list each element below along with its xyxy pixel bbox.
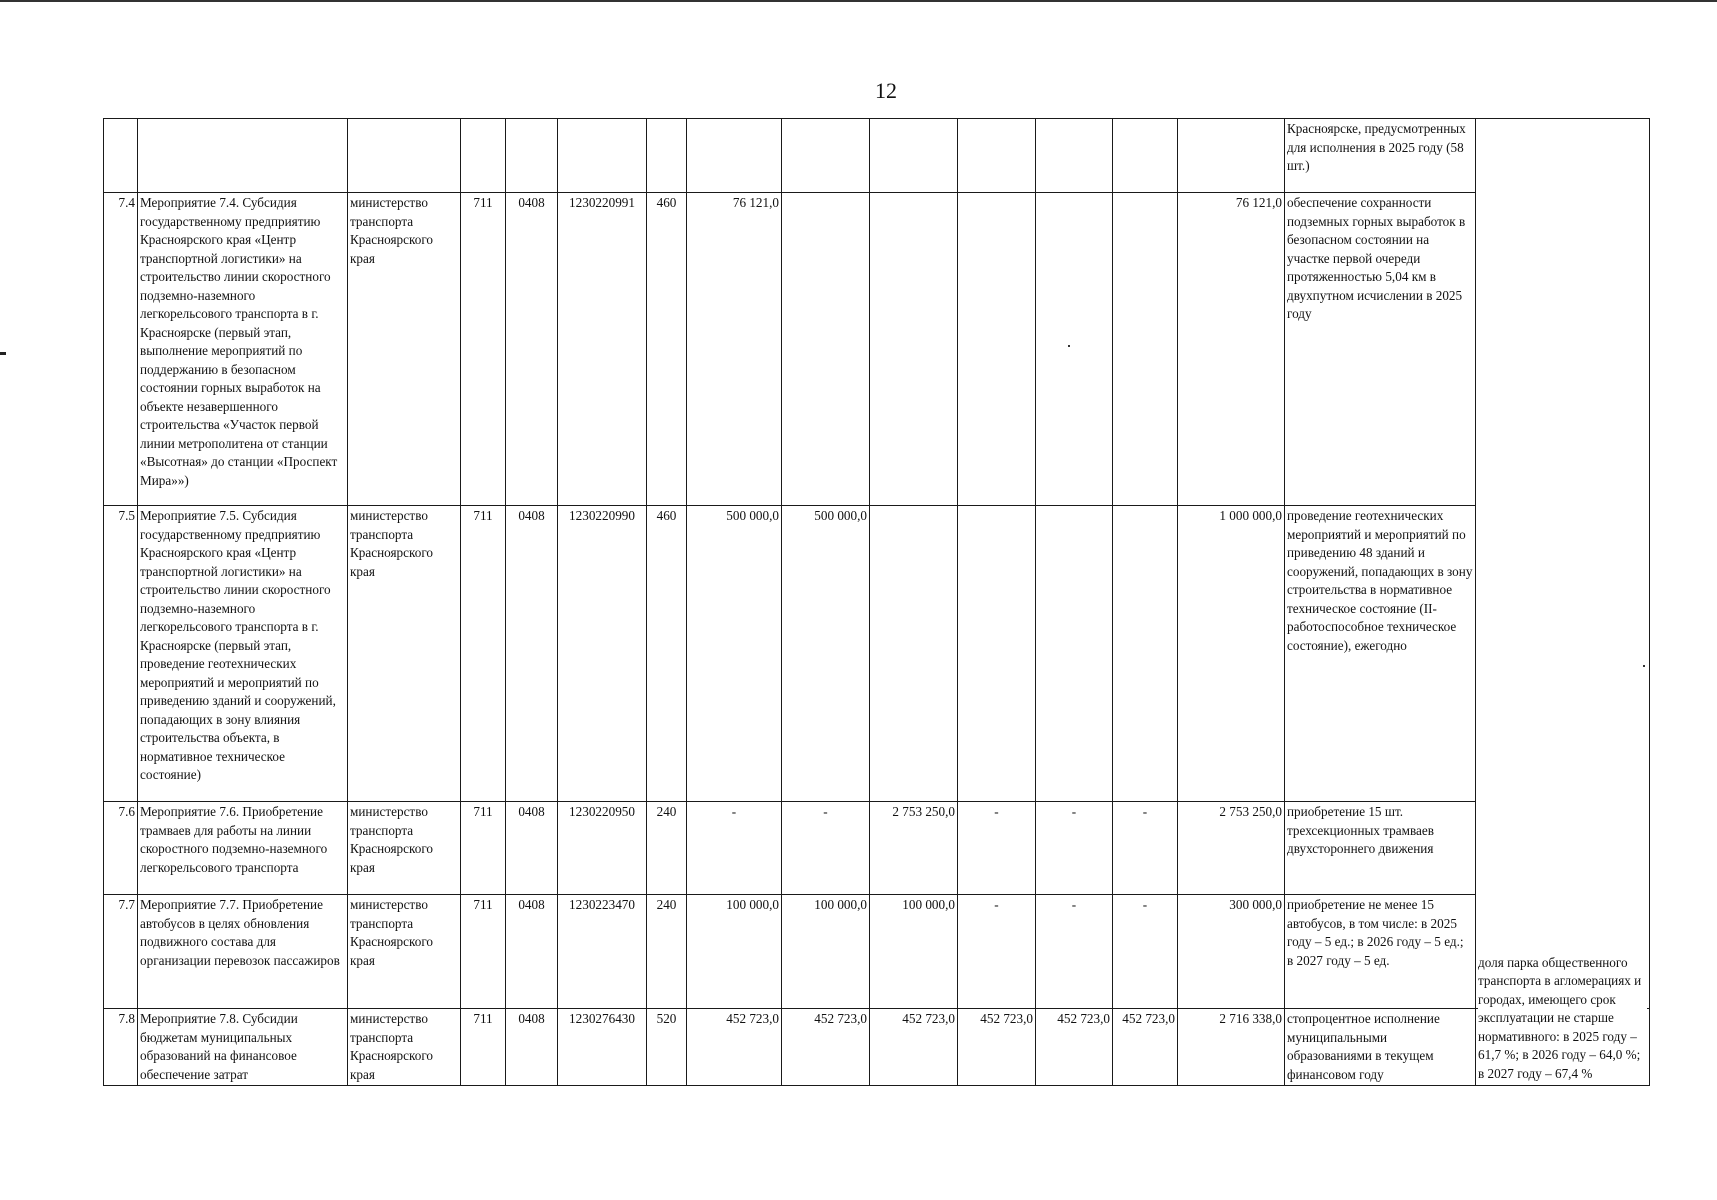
amount-2028 bbox=[958, 193, 1036, 506]
target-indicator bbox=[1476, 954, 1650, 1086]
expected-result: приобретение не менее 15 автобусов, в том числе: в 2025 году – 5 ед.; в 2026 году – 5 ед.; в 2027 году – 5 ед. bbox=[1285, 895, 1476, 1009]
measure-name bbox=[138, 119, 348, 193]
amount-2027: 100 000,0 bbox=[870, 895, 958, 1009]
scan-margin-mark bbox=[0, 352, 6, 355]
amount-2025: 100 000,0 bbox=[687, 895, 782, 1009]
grbs-code bbox=[461, 119, 506, 193]
csr-code: 1230220991 bbox=[558, 193, 647, 506]
amount-2029: - bbox=[1036, 895, 1113, 1009]
amount-2029 bbox=[1036, 119, 1113, 193]
csr-code bbox=[558, 119, 647, 193]
amount-2029: 452 723,0 bbox=[1036, 1009, 1113, 1086]
row-index: 7.4 bbox=[104, 193, 138, 506]
amount-2026: 452 723,0 bbox=[782, 1009, 870, 1086]
measure-name: Мероприятие 7.5. Субсидия государственному предприятию Красноярского края «Центр транспортной логистики» на строительство линии скоростного подземно-наземного легкорельсового транспорта в г. Красноярске (первый этап, проведение геотехнических мероприятий и мероприятий по приведению зданий и сооружений, попадающих в зону влияния строительства объекта, в нормативное техническое состояние) bbox=[138, 506, 348, 802]
csr-code: 1230276430 bbox=[558, 1009, 647, 1086]
row-index: 7.6 bbox=[104, 802, 138, 895]
rzpr-code: 0408 bbox=[506, 193, 558, 506]
amount-2029: - bbox=[1036, 802, 1113, 895]
amount-2030 bbox=[1113, 193, 1178, 506]
row-index bbox=[104, 119, 138, 193]
csr-code: 1230220990 bbox=[558, 506, 647, 802]
row-index: 7.8 bbox=[104, 1009, 138, 1086]
vr-code: 520 bbox=[647, 1009, 687, 1086]
amount-2030: - bbox=[1113, 895, 1178, 1009]
amount-2030 bbox=[1113, 119, 1178, 193]
amount-2028: - bbox=[958, 895, 1036, 1009]
amount-2027 bbox=[870, 119, 958, 193]
executor: министерство транспорта Красноярского края bbox=[348, 1009, 461, 1086]
executor: министерство транспорта Красноярского края bbox=[348, 193, 461, 506]
amount-total: 2 716 338,0 bbox=[1178, 1009, 1285, 1086]
vr-code: 240 bbox=[647, 895, 687, 1009]
measure-name: Мероприятие 7.7. Приобретение автобусов в целях обновления подвижного состава для организации перевозок пассажиров bbox=[138, 895, 348, 1009]
expected-result: проведение геотехнических мероприятий и мероприятий по приведению 48 зданий и сооружений, попадающих в зону строительства в нормативное техническое состояние (II-работоспособное техническое состояние), ежегодно bbox=[1285, 506, 1476, 802]
amount-2027 bbox=[870, 506, 958, 802]
table-row bbox=[104, 193, 1650, 506]
csr-code: 1230223470 bbox=[558, 895, 647, 1009]
executor: министерство транспорта Красноярского края bbox=[348, 802, 461, 895]
amount-2028: - bbox=[958, 802, 1036, 895]
amount-2029 bbox=[1036, 193, 1113, 506]
amount-2025: 76 121,0 bbox=[687, 193, 782, 506]
rzpr-code: 0408 bbox=[506, 506, 558, 802]
amount-2030: 452 723,0 bbox=[1113, 1009, 1178, 1086]
target-indicator-text: доля парка общественного транспорта в агломерациях и городах, имеющего срок эксплуатации не старше нормативного: в 2025 году – 61,7 %; в 2026 году – 64,0 %; в 2027 году – 67,4 % bbox=[1478, 954, 1647, 1084]
vr-code: 460 bbox=[647, 193, 687, 506]
rzpr-code: 0408 bbox=[506, 802, 558, 895]
grbs-code: 711 bbox=[461, 506, 506, 802]
row-index: 7.5 bbox=[104, 506, 138, 802]
table-row bbox=[104, 802, 1650, 895]
amount-total bbox=[1178, 119, 1285, 193]
expected-result: стопроцентное исполнение муниципальными образованиями в текущем финансовом году bbox=[1285, 1009, 1476, 1086]
vr-code bbox=[647, 119, 687, 193]
page-number: 12 bbox=[875, 78, 897, 103]
table-row bbox=[104, 895, 1650, 1009]
page-top-edge bbox=[0, 0, 1717, 2]
amount-2026 bbox=[782, 119, 870, 193]
rzpr-code: 0408 bbox=[506, 895, 558, 1009]
table-row bbox=[104, 1009, 1650, 1086]
grbs-code: 711 bbox=[461, 802, 506, 895]
amount-2030 bbox=[1113, 506, 1178, 802]
amount-2026: 100 000,0 bbox=[782, 895, 870, 1009]
amount-2027: 452 723,0 bbox=[870, 1009, 958, 1086]
row-index: 7.7 bbox=[104, 895, 138, 1009]
amount-total: 1 000 000,0 bbox=[1178, 506, 1285, 802]
measure-name: Мероприятие 7.4. Субсидия государственному предприятию Красноярского края «Центр транспортной логистики» на строительство линии скоростного подземно-наземного легкорельсового транспорта в г. Красноярске (первый этап, выполнение мероприятий по поддержанию в безопасном состоянии горных выработок на объекте незавершенного строительства «Участок первой линии метрополитена от станции «Высотная» до станции «Проспект Мира»») bbox=[138, 193, 348, 506]
vr-code: 460 bbox=[647, 506, 687, 802]
measures-table bbox=[103, 118, 1650, 1086]
amount-total: 300 000,0 bbox=[1178, 895, 1285, 1009]
expected-result: приобретение 15 шт. трехсекционных трамваев двухстороннего движения bbox=[1285, 802, 1476, 895]
amount-2026: 500 000,0 bbox=[782, 506, 870, 802]
measure-name: Мероприятие 7.8. Субсидии бюджетам муниципальных образований на финансовое обеспечение затрат bbox=[138, 1009, 348, 1086]
grbs-code: 711 bbox=[461, 895, 506, 1009]
executor: министерство транспорта Красноярского края bbox=[348, 895, 461, 1009]
table-row bbox=[104, 506, 1650, 802]
measure-name: Мероприятие 7.6. Приобретение трамваев для работы на линии скоростного подземно-наземного легкорельсового транспорта bbox=[138, 802, 348, 895]
amount-2030: - bbox=[1113, 802, 1178, 895]
amount-2025: 500 000,0 bbox=[687, 506, 782, 802]
csr-code: 1230220950 bbox=[558, 802, 647, 895]
executor bbox=[348, 119, 461, 193]
amount-2025 bbox=[687, 119, 782, 193]
amount-2026: - bbox=[782, 802, 870, 895]
amount-total: 2 753 250,0 bbox=[1178, 802, 1285, 895]
expected-result: Красноярске, предусмотренных для исполнения в 2025 году (58 шт.) bbox=[1285, 119, 1476, 193]
amount-2027 bbox=[870, 193, 958, 506]
rzpr-code: 0408 bbox=[506, 1009, 558, 1086]
rzpr-code bbox=[506, 119, 558, 193]
table-row bbox=[104, 119, 1650, 193]
indicator-empty bbox=[1476, 119, 1650, 1009]
amount-2027: 2 753 250,0 bbox=[870, 802, 958, 895]
amount-2028: 452 723,0 bbox=[958, 1009, 1036, 1086]
amount-2025: 452 723,0 bbox=[687, 1009, 782, 1086]
amount-2025: - bbox=[687, 802, 782, 895]
grbs-code: 711 bbox=[461, 193, 506, 506]
amount-2028 bbox=[958, 506, 1036, 802]
vr-code: 240 bbox=[647, 802, 687, 895]
amount-2028 bbox=[958, 119, 1036, 193]
grbs-code: 711 bbox=[461, 1009, 506, 1086]
amount-2026 bbox=[782, 193, 870, 506]
amount-total: 76 121,0 bbox=[1178, 193, 1285, 506]
executor: министерство транспорта Красноярского края bbox=[348, 506, 461, 802]
expected-result: обеспечение сохранности подземных горных выработок в безопасном состоянии на участке первой очереди протяженностью 5,04 км в двухпутном исчислении в 2025 году bbox=[1285, 193, 1476, 506]
amount-2029 bbox=[1036, 506, 1113, 802]
